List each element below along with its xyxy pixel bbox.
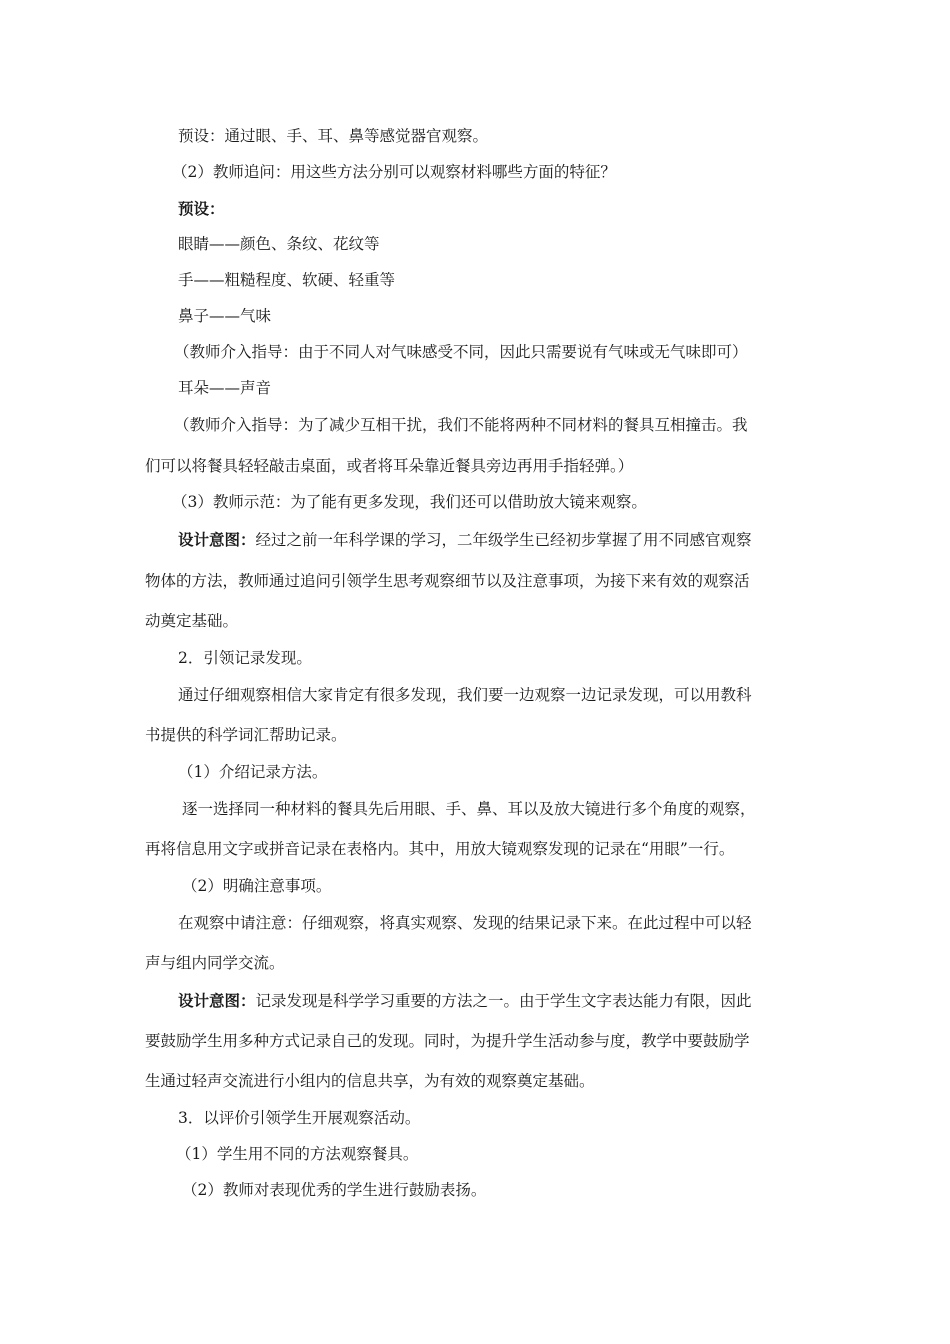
paragraph-line: （2）教师对表现优秀的学生进行鼓励表扬。 (182, 1181, 487, 1199)
design-intent-label: 设计意图： (178, 530, 256, 549)
paragraph-line: 再将信息用文字或拼音记录在表格内。其中，用放大镜观察发现的记录在“用眼”一行。 (145, 840, 735, 858)
paragraph-line: 动奠定基础。 (145, 612, 239, 630)
paragraph-line: 通过仔细观察相信大家肯定有很多发现，我们要一边观察一边记录发现，可以用教科 (178, 686, 752, 704)
paragraph-line: （2）明确注意事项。 (182, 877, 332, 895)
paragraph-line: （1）介绍记录方法。 (178, 763, 328, 781)
paragraph-line: （3）教师示范：为了能有更多发现，我们还可以借助放大镜来观察。 (172, 493, 647, 511)
paragraph-line: 要鼓励学生用多种方式记录自己的发现。同时，为提升学生活动参与度，教学中要鼓励学 (145, 1032, 750, 1050)
paragraph-line: （教师介入指导：为了减少互相干扰，我们不能将两种不同材料的餐具互相撞击。我 (174, 416, 748, 434)
paragraph-line: 耳朵——声音 (178, 379, 272, 397)
paragraph-line: （1）学生用不同的方法观察餐具。 (176, 1145, 419, 1163)
design-intent-label: 设计意图： (178, 991, 256, 1010)
paragraph-line: （教师介入指导：由于不同人对气味感受不同，因此只需要说有气味或无气味即可） (174, 343, 748, 361)
paragraph-line: 眼睛——颜色、条纹、花纹等 (178, 235, 380, 253)
paragraph-line: 在观察中请注意：仔细观察，将真实观察、发现的结果记录下来。在此过程中可以轻 (178, 914, 752, 932)
paragraph-line: 书提供的科学词汇帮助记录。 (145, 726, 347, 744)
paragraph-line: 们可以将餐具轻轻敲击桌面，或者将耳朵靠近餐具旁边再用手指轻弹。） (145, 457, 634, 475)
paragraph-line: 声与组内同学交流。 (145, 954, 285, 972)
section-heading: 2．引领记录发现。 (178, 649, 312, 667)
design-intent-line: 设计意图：记录发现是科学学习重要的方法之一。由于学生文字表达能力有限，因此 (178, 991, 752, 1010)
paragraph-line: 鼻子——气味 (178, 307, 272, 325)
paragraph-line: 预设：通过眼、手、耳、鼻等感觉器官观察。 (178, 127, 489, 145)
paragraph-line: 逐一选择同一种材料的餐具先后用眼、手、鼻、耳以及放大镜进行多个角度的观察， (182, 800, 756, 818)
section-heading: 3．以评价引领学生开展观察活动。 (178, 1109, 421, 1127)
paragraph-line: 生通过轻声交流进行小组内的信息共享，为有效的观察奠定基础。 (145, 1072, 595, 1090)
paragraph-line: （2）教师追问：用这些方法分别可以观察材料哪些方面的特征？ (172, 163, 616, 181)
paragraph-line: 物体的方法，教师通过追问引领学生思考观察细节以及注意事项，为接下来有效的观察活 (145, 572, 750, 590)
paragraph-line: 手——粗糙程度、软硬、轻重等 (178, 271, 396, 289)
preset-heading: 预设： (178, 199, 225, 218)
design-intent-line: 设计意图：经过之前一年科学课的学习，二年级学生已经初步掌握了用不同感官观察 (178, 530, 752, 549)
